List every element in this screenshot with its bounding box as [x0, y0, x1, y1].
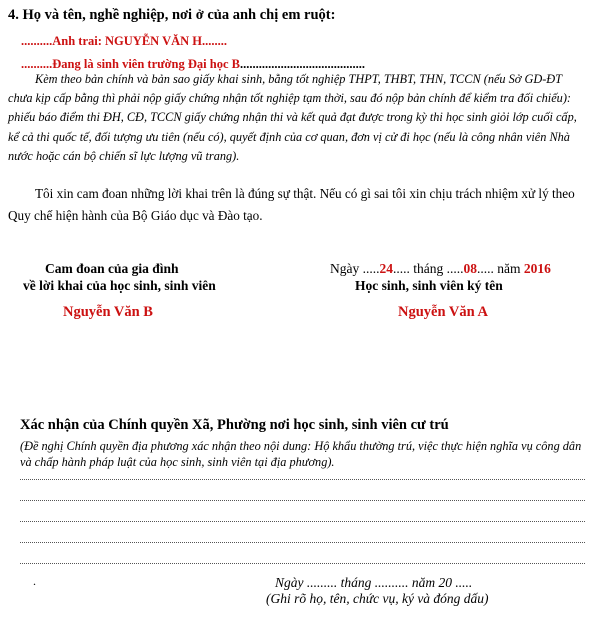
- sibling-line-1-prefix: ..........: [21, 34, 53, 48]
- student-signer-name: Nguyễn Văn A: [398, 304, 488, 320]
- sibling-line-2-prefix: ..........: [21, 57, 53, 71]
- dotted-line-3: [20, 521, 585, 522]
- sibling-line-2-suffix: ........................................: [239, 57, 365, 71]
- dotted-line-1: [20, 479, 585, 480]
- confirmation-note: (Đề nghị Chính quyền địa phương xác nhận theo nội dung: Hộ khẩu thường trú, việc thực hiện nghĩa vụ công dân và chấp hành pháp luật của học sinh, sinh viên tại địa phương).: [20, 439, 582, 469]
- sibling-line-1: [21, 34, 227, 49]
- dotted-line-4: [20, 542, 585, 543]
- small-mark: .: [33, 574, 36, 588]
- dotted-line-2: [20, 500, 585, 501]
- instruction-paragraph: [8, 70, 588, 166]
- family-sign-line-1: Cam đoan của gia đình: [45, 261, 179, 276]
- date-mid-1: ..... tháng .....: [393, 261, 464, 276]
- date-year: 2016: [523, 261, 551, 276]
- confirmation-title: Xác nhận của Chính quyền Xã, Phường nơi học sinh, sinh viên cư trú: [20, 417, 449, 433]
- confirmation-sign-instruction: (Ghi rõ họ, tên, chức vụ, ký và đóng dấu): [266, 591, 489, 606]
- date-month: 08: [463, 261, 477, 276]
- family-sign-line-2: về lời khai của học sinh, sinh viên: [23, 278, 216, 293]
- sibling-line-2-text: Đang là sinh viên trường Đại học B: [52, 57, 240, 71]
- family-signer-name: Nguyễn Văn B: [63, 304, 153, 320]
- confirmation-date-line: Ngày ......... tháng .......... năm 20 .....: [275, 575, 473, 590]
- declaration-text: Tôi xin cam đoan những lời khai trên là đúng sự thật. Nếu có gì sai tôi xin chịu trách nhiệm xử lý theo Quy chế hiện hành của Bộ Giáo dục và Đào tạo.: [8, 186, 575, 223]
- date-day: 24: [379, 261, 393, 276]
- sibling-line-1-suffix: ........: [202, 34, 228, 48]
- date-prefix: Ngày .....: [330, 261, 380, 276]
- student-sign-date: [330, 261, 551, 277]
- sibling-line-1-text: Anh trai: NGUYỄN VĂN H: [52, 34, 203, 48]
- date-mid-2: ..... năm: [477, 261, 524, 276]
- declaration-paragraph: [8, 183, 588, 227]
- section-heading: 4. Họ và tên, nghề nghiệp, nơi ở của anh chị em ruột:: [8, 7, 336, 23]
- instruction-text: Kèm theo bản chính và bản sao giấy khai sinh, bằng tốt nghiệp THPT, THBT, THN, TCCN (nếu Sở GD-ĐT chưa kịp cấp bằng thì phải nộp giấy chứng nhận tốt nghiệp tạm thời, sau đó nộp bản chính để kiểm tra đối chiếu): phiếu báo điểm thi ĐH, CĐ, TCCN giấy chứng nhận thi và kết quả đạt được trong kỳ thi học sinh giỏi lớp cuối cấp, kể cả thi quốc tế, đối tượng ưu tiên (nếu có), quyết định của cơ quan, đơn vị cử đi học (nếu là công nhân viên Nhà nước hoặc cán bộ chiến sĩ lực lượng vũ trang).: [8, 72, 577, 163]
- student-sign-title: Học sinh, sinh viên ký tên: [355, 278, 503, 293]
- dotted-line-5: [20, 563, 585, 564]
